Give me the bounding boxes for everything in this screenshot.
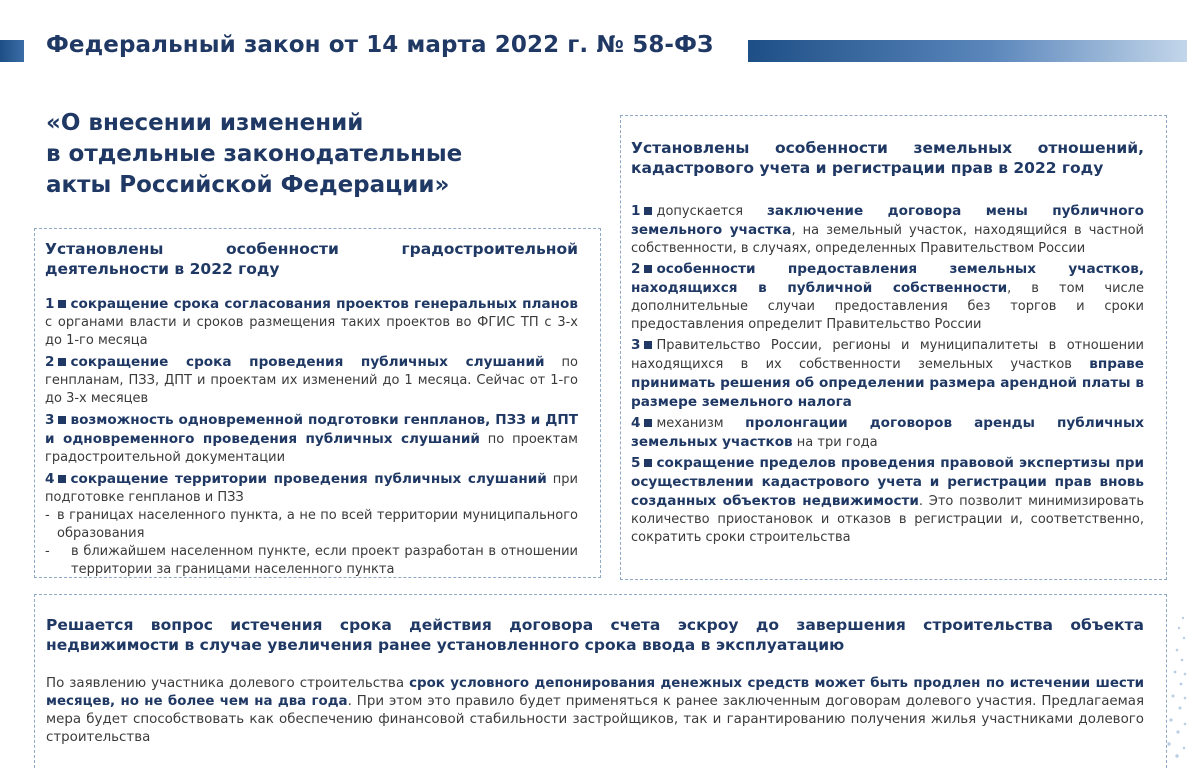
item-number: 2 bbox=[45, 354, 55, 370]
square-bullet-icon bbox=[644, 459, 652, 467]
list-item bbox=[631, 336, 1144, 412]
land-relations-heading: Установлены особенности земельных отношений, кадастрового учета и регистрации прав в 2022 году bbox=[631, 139, 1144, 177]
land-relations-list bbox=[631, 202, 1144, 547]
list-item bbox=[45, 470, 578, 507]
subtitle-line: «О внесении изменений bbox=[46, 110, 364, 136]
item-bold: заключение договора мены публичного земельного участка bbox=[631, 203, 1144, 238]
urban-planning-box bbox=[34, 228, 601, 578]
page-title: Федеральный закон от 14 марта 2022 г. № 58-ФЗ bbox=[46, 32, 714, 58]
title-accent-bar-left bbox=[0, 40, 24, 62]
land-relations-box bbox=[620, 115, 1167, 580]
list-item bbox=[45, 411, 578, 467]
subtitle-line: акты Российской Федерации» bbox=[46, 172, 450, 198]
square-bullet-icon bbox=[644, 265, 652, 273]
dash-bullet: - bbox=[45, 544, 50, 559]
list-item bbox=[631, 260, 1144, 334]
item-number: 3 bbox=[631, 337, 641, 353]
item-bold: сокращение срока согласования проектов генеральных планов bbox=[70, 296, 578, 312]
list-item bbox=[631, 202, 1144, 258]
list-item bbox=[45, 353, 578, 408]
escrow-box bbox=[34, 594, 1167, 768]
item-bold: особенности предоставления земельных участков, находящихся в публичной собственности bbox=[631, 261, 1144, 296]
square-bullet-icon bbox=[58, 416, 66, 424]
square-bullet-icon bbox=[644, 419, 652, 427]
item-text: по проектам градостроительной документации bbox=[45, 432, 578, 465]
item-text: , на земельный участок, находящийся в частной собственности, в случаях, определенных Правительством России bbox=[631, 223, 1144, 256]
item-text: , в том числе дополнительные случаи предоставления без торгов и сроки предоставления определит Правительство России bbox=[631, 281, 1144, 332]
item-number: 1 bbox=[45, 296, 55, 312]
square-bullet-icon bbox=[58, 358, 66, 366]
square-bullet-icon bbox=[58, 300, 66, 308]
urban-planning-heading: Установлены особенности градостроительной деятельности в 2022 году bbox=[45, 240, 578, 278]
square-bullet-icon bbox=[58, 475, 66, 483]
item-text: допускается bbox=[656, 204, 767, 219]
law-subtitle bbox=[46, 108, 462, 201]
sub-item-text: в ближайшем населенном пункте, если проект разработан в отношении территории за границами населенного пункта bbox=[71, 544, 578, 577]
dash-bullet: - bbox=[45, 508, 50, 523]
escrow-text bbox=[46, 675, 1144, 747]
urban-planning-list bbox=[45, 295, 578, 579]
item-text: на три года bbox=[792, 435, 878, 450]
item-bold: сокращение срока проведения публичных слушаний bbox=[70, 354, 545, 370]
subtitle-line: в отдельные законодательные bbox=[46, 141, 463, 167]
escrow-text-bold: срок условного депонирования денежных средств может быть продлен по истечении шести месяцев, но не более чем на два года bbox=[46, 676, 1144, 709]
item-bold: возможность одновременной подготовки генпланов, ПЗЗ и ДПТ и одновременного проведения публичных слушаний bbox=[45, 412, 578, 447]
item-number: 1 bbox=[631, 203, 641, 219]
list-item bbox=[45, 295, 578, 350]
sub-list-item bbox=[45, 543, 578, 579]
item-text: при подготовке генпланов и ПЗЗ bbox=[45, 472, 578, 505]
item-number: 2 bbox=[631, 261, 641, 277]
item-text: с органами власти и сроков размещения таких проектов во ФГИС ТП с 3-х до 1-го месяца bbox=[45, 315, 578, 348]
item-text: Правительство России, регионы и муниципалитеты в отношении находящихся в их собственности земельных участков bbox=[631, 338, 1144, 372]
sub-item-text: в границах населенного пункта, а не по всей территории муниципального образования bbox=[57, 508, 578, 541]
escrow-heading: Решается вопрос истечения срока действия договора счета эскроу до завершения строительства объекта недвижимости в случае увеличения ранее установленного срока ввода в эксплуатацию bbox=[46, 616, 1144, 654]
square-bullet-icon bbox=[644, 207, 652, 215]
item-number: 3 bbox=[45, 412, 55, 428]
item-bold: сокращение пределов проведения правовой экспертизы при осуществлении кадастрового учета и регистрации прав вновь созданных объектов недвижимости bbox=[631, 455, 1144, 509]
escrow-text-rest: . При этом это правило будет применяться к ранее заключенным договорам долевого участия. Предлагаемая мера будет способствовать как обеспечению финансовой стабильности застройщиков, так и гарантированию получения жилья участниками долевого строительства bbox=[46, 694, 1144, 745]
list-item bbox=[631, 414, 1144, 452]
escrow-text-start: По заявлению участника долевого строительства bbox=[46, 676, 410, 691]
list-item bbox=[631, 454, 1144, 547]
item-text: по генпланам, ПЗЗ, ДПТ и проектам их изменений до 1 месяца. Сейчас от 1-го до 3-х месяцев bbox=[45, 355, 579, 406]
item-number: 5 bbox=[631, 455, 641, 471]
item-number: 4 bbox=[45, 471, 55, 487]
item-number: 4 bbox=[631, 415, 641, 431]
decorative-dots-icon bbox=[1157, 598, 1187, 768]
square-bullet-icon bbox=[644, 341, 652, 349]
item-bold: вправе принимать решения об определении размера арендной платы в размере земельного налога bbox=[631, 356, 1144, 410]
item-text: . Это позволит минимизировать количество приостановок и отказов в регистрации и, соответственно, сократить сроки строительства bbox=[631, 494, 1144, 545]
title-accent-bar-right bbox=[748, 40, 1187, 62]
item-bold: сокращение территории проведения публичных слушаний bbox=[70, 471, 547, 487]
item-text: механизм bbox=[656, 416, 746, 431]
item-bold: пролонгации договоров аренды публичных земельных участков bbox=[631, 415, 1145, 450]
sub-list-item bbox=[45, 507, 578, 543]
